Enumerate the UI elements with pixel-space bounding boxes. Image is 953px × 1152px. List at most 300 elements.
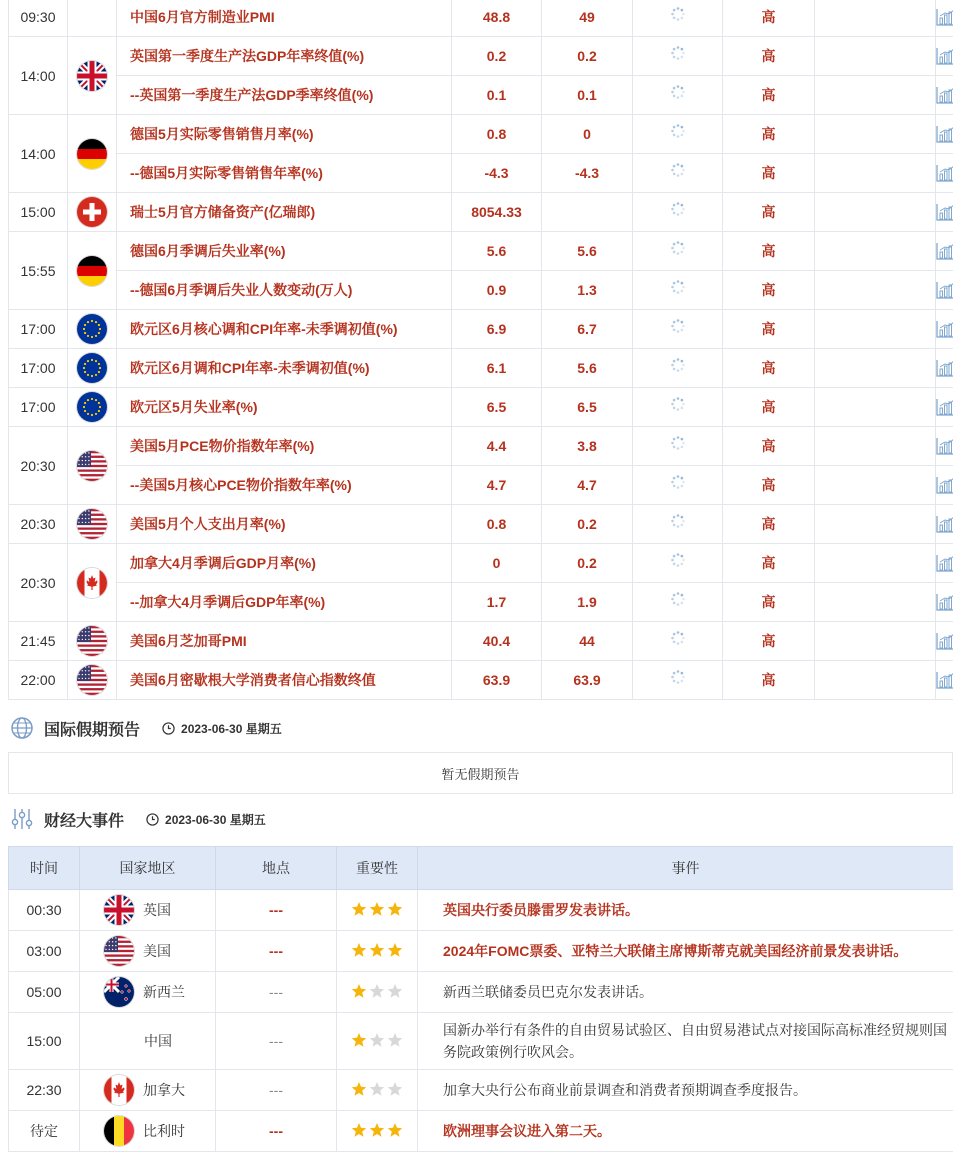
country-name: 中国 [144,1031,172,1051]
holidays-empty-text: 暂无假期预告 [441,764,519,783]
chart-link-cell[interactable] [936,37,953,76]
us-flag-icon [77,509,107,539]
actual-value-loading [633,505,723,544]
calendar-row [9,544,953,583]
previous-value: 0.1 [452,76,542,115]
interpretation-cell [815,544,936,583]
loading-spinner-icon [670,162,686,178]
uk-flag-icon [77,61,107,91]
event-time: 00:30 [9,890,80,931]
chart-icon[interactable] [936,593,953,611]
importance-level: 高 [723,349,815,388]
chart-icon[interactable] [936,8,953,26]
country-flag-cell [68,310,117,349]
chart-icon[interactable] [936,359,953,377]
indicator-name[interactable]: 欧元区6月调和CPI年率-未季调初值(%) [117,349,452,388]
events-title: 财经大事件 [44,808,124,831]
star-filled-icon [369,1122,385,1138]
us-flag-icon [77,665,107,695]
loading-spinner-icon [670,6,686,22]
interpretation-cell [815,661,936,700]
calendar-row [9,622,953,661]
event-time: 20:30 [9,505,68,544]
forecast-value: 0 [542,115,633,154]
chart-icon[interactable] [936,125,953,143]
event-time: 05:00 [9,972,80,1013]
event-country [80,1070,216,1111]
event-place: --- [216,890,337,931]
chart-link-cell[interactable] [936,544,953,583]
importance-level: 高 [723,661,815,700]
actual-value-loading [633,154,723,193]
actual-value-loading [633,271,723,310]
previous-value: 8054.33 [452,193,542,232]
importance-stars [337,890,418,931]
chart-link-cell[interactable] [936,310,953,349]
header-event: 事件 [418,847,953,890]
indicator-name[interactable]: 德国6月季调后失业率(%) [117,232,452,271]
importance-level: 高 [723,193,815,232]
event-description: 英国央行委员滕雷罗发表讲话。 [418,890,953,931]
forecast-value: 3.8 [542,427,633,466]
event-row [9,931,953,972]
chart-link-cell[interactable] [936,76,953,115]
event-time: 20:30 [9,427,68,505]
actual-value-loading [633,544,723,583]
indicator-name[interactable]: 美国5月PCE物价指数年率(%) [117,427,452,466]
previous-value: 1.7 [452,583,542,622]
holidays-section-header [10,713,282,743]
event-row [9,1111,953,1152]
chart-icon[interactable] [936,203,953,221]
chart-link-cell[interactable] [936,661,953,700]
previous-value: 4.7 [452,466,542,505]
chart-link-cell[interactable] [936,271,953,310]
header-importance: 重要性 [337,847,418,890]
forecast-value: 6.7 [542,310,633,349]
event-time: 17:00 [9,388,68,427]
previous-value: 4.4 [452,427,542,466]
calendar-row [9,349,953,388]
event-country [80,972,216,1013]
event-time: 22:00 [9,661,68,700]
previous-value: 6.5 [452,388,542,427]
previous-value: 63.9 [452,661,542,700]
event-description: 新西兰联储委员巴克尔发表讲话。 [418,972,953,1013]
actual-value-loading [633,622,723,661]
country-flag-cell [68,505,117,544]
country-flag-cell [68,193,117,232]
event-time: 15:00 [9,193,68,232]
previous-value: 6.9 [452,310,542,349]
uk-flag-icon [104,895,134,925]
event-place: --- [216,1070,337,1111]
importance-level: 高 [723,388,815,427]
loading-spinner-icon [670,513,686,529]
forecast-value: 5.6 [542,349,633,388]
loading-spinner-icon [670,474,686,490]
star-filled-icon [387,901,403,917]
forecast-value: 49 [542,0,633,37]
forecast-value: 0.2 [542,37,633,76]
chart-link-cell[interactable] [936,232,953,271]
event-description: 国新办举行有条件的自由贸易试验区、自由贸易港试点对接国际高标准经贸规则国务院政策例行吹风会。 [418,1013,953,1070]
importance-level: 高 [723,544,815,583]
calendar-row [9,388,953,427]
calendar-row [9,310,953,349]
chart-icon[interactable] [936,632,953,650]
loading-spinner-icon [670,357,686,373]
loading-spinner-icon [670,435,686,451]
star-filled-icon [351,983,367,999]
indicator-name[interactable]: --加拿大4月季调后GDP年率(%) [117,583,452,622]
importance-level: 高 [723,115,815,154]
interpretation-cell [815,427,936,466]
sliders-icon [10,807,34,831]
actual-value-loading [633,115,723,154]
belgium-flag-icon [104,1116,134,1146]
star-empty-icon [369,1032,385,1048]
header-time: 时间 [9,847,80,890]
calendar-row [9,661,953,700]
calendar-row [9,154,953,193]
chart-link-cell[interactable] [936,154,953,193]
event-country [80,931,216,972]
interpretation-cell [815,232,936,271]
actual-value-loading [633,466,723,505]
previous-value: 5.6 [452,232,542,271]
forecast-value: 4.7 [542,466,633,505]
interpretation-cell [815,115,936,154]
event-time: 09:30 [9,0,68,37]
financial-events-table [8,846,953,1152]
indicator-name[interactable]: --德国5月实际零售销售年率(%) [117,154,452,193]
chart-link-cell[interactable] [936,466,953,505]
previous-value: 6.1 [452,349,542,388]
switzerland-flag-icon [77,197,107,227]
previous-value: 0.9 [452,271,542,310]
forecast-value: -4.3 [542,154,633,193]
importance-level: 高 [723,271,815,310]
star-filled-icon [351,1032,367,1048]
clock-icon [146,813,159,826]
chart-icon[interactable] [936,671,953,689]
indicator-name[interactable]: --英国第一季度生产法GDP季率终值(%) [117,76,452,115]
interpretation-cell [815,154,936,193]
germany-flag-icon [77,139,107,169]
holidays-date: 2023-06-30 星期五 [162,720,282,737]
us-flag-icon [77,626,107,656]
star-filled-icon [369,901,385,917]
chart-icon[interactable] [936,398,953,416]
loading-spinner-icon [670,123,686,139]
chart-icon[interactable] [936,242,953,260]
loading-spinner-icon [670,279,686,295]
indicator-name[interactable]: --德国6月季调后失业人数变动(万人) [117,271,452,310]
previous-value: -4.3 [452,154,542,193]
actual-value-loading [633,37,723,76]
loading-spinner-icon [670,669,686,685]
interpretation-cell [815,0,936,37]
actual-value-loading [633,427,723,466]
actual-value-loading [633,232,723,271]
event-time: 17:00 [9,349,68,388]
interpretation-cell [815,193,936,232]
interpretation-cell [815,466,936,505]
importance-level: 高 [723,0,815,37]
forecast-value: 6.5 [542,388,633,427]
event-place: --- [216,931,337,972]
country-flag-cell [68,661,117,700]
importance-level: 高 [723,310,815,349]
indicator-name[interactable]: 美国6月密歇根大学消费者信心指数终值 [117,661,452,700]
header-country: 国家地区 [80,847,216,890]
forecast-value: 0.1 [542,76,633,115]
indicator-name[interactable]: 英国第一季度生产法GDP年率终值(%) [117,37,452,76]
actual-value-loading [633,76,723,115]
chart-icon[interactable] [936,164,953,182]
loading-spinner-icon [670,45,686,61]
country-name: 英国 [143,900,171,920]
us-flag-icon [77,451,107,481]
importance-stars [337,972,418,1013]
forecast-value: 1.9 [542,583,633,622]
loading-spinner-icon [670,318,686,334]
forecast-value: 0.2 [542,544,633,583]
forecast-value [542,193,633,232]
calendar-row [9,37,953,76]
event-country [80,1013,216,1070]
country-flag-cell [68,349,117,388]
star-filled-icon [351,1081,367,1097]
chart-link-cell[interactable] [936,583,953,622]
chart-icon[interactable] [936,476,953,494]
holidays-empty-box [8,752,953,794]
star-empty-icon [369,983,385,999]
loading-spinner-icon [670,84,686,100]
forecast-value: 5.6 [542,232,633,271]
importance-level: 高 [723,76,815,115]
importance-level: 高 [723,37,815,76]
calendar-row [9,271,953,310]
event-time: 14:00 [9,37,68,115]
interpretation-cell [815,37,936,76]
indicator-name[interactable]: 加拿大4月季调后GDP月率(%) [117,544,452,583]
country-name: 加拿大 [143,1080,185,1100]
calendar-row [9,115,953,154]
event-place: --- [216,1111,337,1152]
previous-value: 0.8 [452,115,542,154]
interpretation-cell [815,622,936,661]
chart-icon[interactable] [936,47,953,65]
event-row [9,972,953,1013]
event-time: 03:00 [9,931,80,972]
previous-value: 0 [452,544,542,583]
importance-stars [337,931,418,972]
indicator-name[interactable]: --美国5月核心PCE物价指数年率(%) [117,466,452,505]
event-country [80,1111,216,1152]
calendar-row [9,193,953,232]
chart-icon[interactable] [936,281,953,299]
chart-link-cell[interactable] [936,427,953,466]
loading-spinner-icon [670,201,686,217]
star-filled-icon [387,942,403,958]
interpretation-cell [815,76,936,115]
event-row [9,1070,953,1111]
event-time: 14:00 [9,115,68,193]
us-flag-icon [104,936,134,966]
importance-stars [337,1070,418,1111]
header-place: 地点 [216,847,337,890]
event-time: 17:00 [9,310,68,349]
canada-flag-icon [104,1075,134,1105]
actual-value-loading [633,310,723,349]
event-country [80,890,216,931]
previous-value: 40.4 [452,622,542,661]
country-flag-cell [68,427,117,505]
chart-link-cell[interactable] [936,622,953,661]
country-flag-cell [68,115,117,193]
event-time: 15:55 [9,232,68,310]
interpretation-cell [815,505,936,544]
interpretation-cell [815,271,936,310]
country-name: 美国 [143,941,171,961]
chart-link-cell[interactable] [936,505,953,544]
eu-flag-icon [77,314,107,344]
indicator-name[interactable]: 欧元区6月核心调和CPI年率-未季调初值(%) [117,310,452,349]
calendar-row [9,583,953,622]
previous-value: 48.8 [452,0,542,37]
forecast-value: 63.9 [542,661,633,700]
globe-icon [10,716,34,740]
previous-value: 0.8 [452,505,542,544]
events-header-row [9,847,953,890]
event-description: 加拿大央行公布商业前景调查和消费者预期调查季度报告。 [418,1070,953,1111]
indicator-name[interactable]: 德国5月实际零售销售月率(%) [117,115,452,154]
calendar-row [9,466,953,505]
chart-icon[interactable] [936,515,953,533]
loading-spinner-icon [670,552,686,568]
importance-level: 高 [723,622,815,661]
event-description: 欧洲理事会议进入第二天。 [418,1111,953,1152]
chart-link-cell[interactable] [936,349,953,388]
chart-link-cell[interactable] [936,115,953,154]
new-zealand-flag-icon [104,977,134,1007]
indicator-name[interactable]: 中国6月官方制造业PMI [117,0,452,37]
indicator-name[interactable]: 欧元区5月失业率(%) [117,388,452,427]
events-date: 2023-06-30 星期五 [146,811,266,828]
country-flag-cell [68,0,117,37]
star-filled-icon [351,901,367,917]
importance-level: 高 [723,505,815,544]
interpretation-cell [815,388,936,427]
canada-flag-icon [77,568,107,598]
loading-spinner-icon [670,396,686,412]
forecast-value: 44 [542,622,633,661]
event-place: --- [216,972,337,1013]
country-name: 比利时 [143,1121,185,1141]
indicator-name[interactable]: 美国6月芝加哥PMI [117,622,452,661]
chart-icon[interactable] [936,437,953,455]
indicator-name[interactable]: 瑞士5月官方储备资产(亿瑞郎) [117,193,452,232]
germany-flag-icon [77,256,107,286]
economic-calendar-table [8,0,953,700]
actual-value-loading [633,349,723,388]
importance-level: 高 [723,583,815,622]
indicator-name[interactable]: 美国5月个人支出月率(%) [117,505,452,544]
country-name: 新西兰 [143,982,185,1002]
country-flag-cell [68,622,117,661]
importance-level: 高 [723,232,815,271]
star-empty-icon [387,1032,403,1048]
actual-value-loading [633,193,723,232]
event-description: 2024年FOMC票委、亚特兰大联储主席博斯蒂克就美国经济前景发表讲话。 [418,931,953,972]
actual-value-loading [633,583,723,622]
chart-link-cell[interactable] [936,193,953,232]
importance-stars [337,1013,418,1070]
clock-icon [162,722,175,735]
actual-value-loading [633,0,723,37]
loading-spinner-icon [670,591,686,607]
country-flag-cell [68,544,117,622]
star-filled-icon [351,1122,367,1138]
calendar-row [9,0,953,37]
calendar-row [9,232,953,271]
interpretation-cell [815,583,936,622]
interpretation-cell [815,349,936,388]
chart-icon[interactable] [936,554,953,572]
importance-stars [337,1111,418,1152]
chart-icon[interactable] [936,320,953,338]
event-time: 待定 [9,1111,80,1152]
country-flag-cell [68,232,117,310]
importance-level: 高 [723,427,815,466]
star-filled-icon [369,942,385,958]
calendar-row [9,505,953,544]
chart-link-cell[interactable] [936,388,953,427]
event-row [9,1013,953,1070]
chart-icon[interactable] [936,86,953,104]
star-empty-icon [369,1081,385,1097]
event-time: 22:30 [9,1070,80,1111]
chart-link-cell[interactable] [936,0,953,37]
country-flag-cell [68,388,117,427]
loading-spinner-icon [670,630,686,646]
star-filled-icon [351,942,367,958]
eu-flag-icon [77,353,107,383]
interpretation-cell [815,310,936,349]
event-time: 21:45 [9,622,68,661]
holidays-title: 国际假期预告 [44,717,140,740]
event-place: --- [216,1013,337,1070]
event-time: 15:00 [9,1013,80,1070]
previous-value: 0.2 [452,37,542,76]
eu-flag-icon [77,392,107,422]
importance-level: 高 [723,154,815,193]
country-flag-cell [68,37,117,115]
actual-value-loading [633,388,723,427]
star-filled-icon [387,1122,403,1138]
event-time: 20:30 [9,544,68,622]
event-row [9,890,953,931]
star-empty-icon [387,1081,403,1097]
actual-value-loading [633,661,723,700]
loading-spinner-icon [670,240,686,256]
calendar-row [9,427,953,466]
calendar-row [9,76,953,115]
forecast-value: 1.3 [542,271,633,310]
forecast-value: 0.2 [542,505,633,544]
